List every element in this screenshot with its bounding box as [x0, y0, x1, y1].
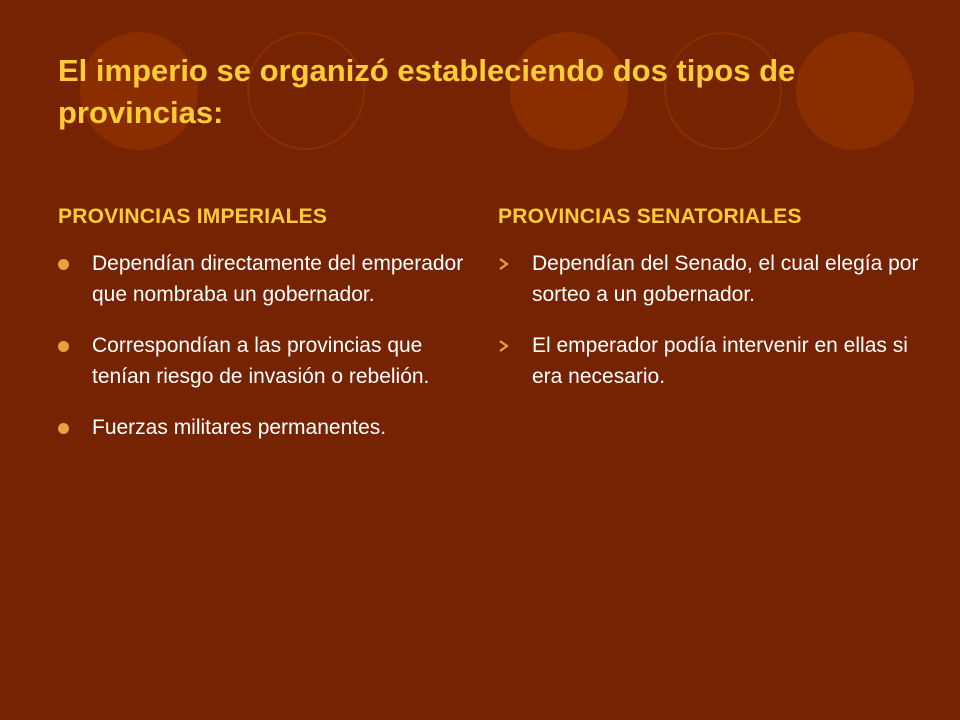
imperial-list	[58, 248, 478, 443]
list-item-text: Dependían del Senado, el cual elegía por sorteo a un gobernador.	[532, 252, 919, 306]
list-item	[498, 248, 924, 310]
senatorial-provinces-column	[498, 200, 918, 412]
arrow-bullet-icon	[498, 257, 510, 271]
list-item	[58, 412, 464, 443]
list-item	[498, 330, 924, 392]
list-item	[58, 248, 464, 310]
senatorial-heading: PROVINCIAS SENATORIALES	[498, 205, 802, 228]
imperial-provinces-column	[58, 200, 478, 463]
list-item-text: Fuerzas militares permanentes.	[92, 416, 387, 439]
list-item	[58, 330, 464, 392]
arrow-bullet-icon	[498, 339, 510, 353]
senatorial-list	[498, 248, 918, 392]
round-bullet-icon	[58, 423, 69, 434]
round-bullet-icon	[58, 259, 69, 270]
imperial-heading: PROVINCIAS IMPERIALES	[58, 205, 328, 228]
slide-title: El imperio se organizó estableciendo dos tipos de provincias:	[58, 53, 796, 130]
round-bullet-icon	[58, 341, 69, 352]
list-item-text: El emperador podía intervenir en ellas si era necesario.	[532, 334, 908, 388]
list-item-text: Correspondían a las provincias que tenían riesgo de invasión o rebelión.	[92, 334, 430, 388]
list-item-text: Dependían directamente del emperador que nombraba un gobernador.	[92, 252, 464, 306]
